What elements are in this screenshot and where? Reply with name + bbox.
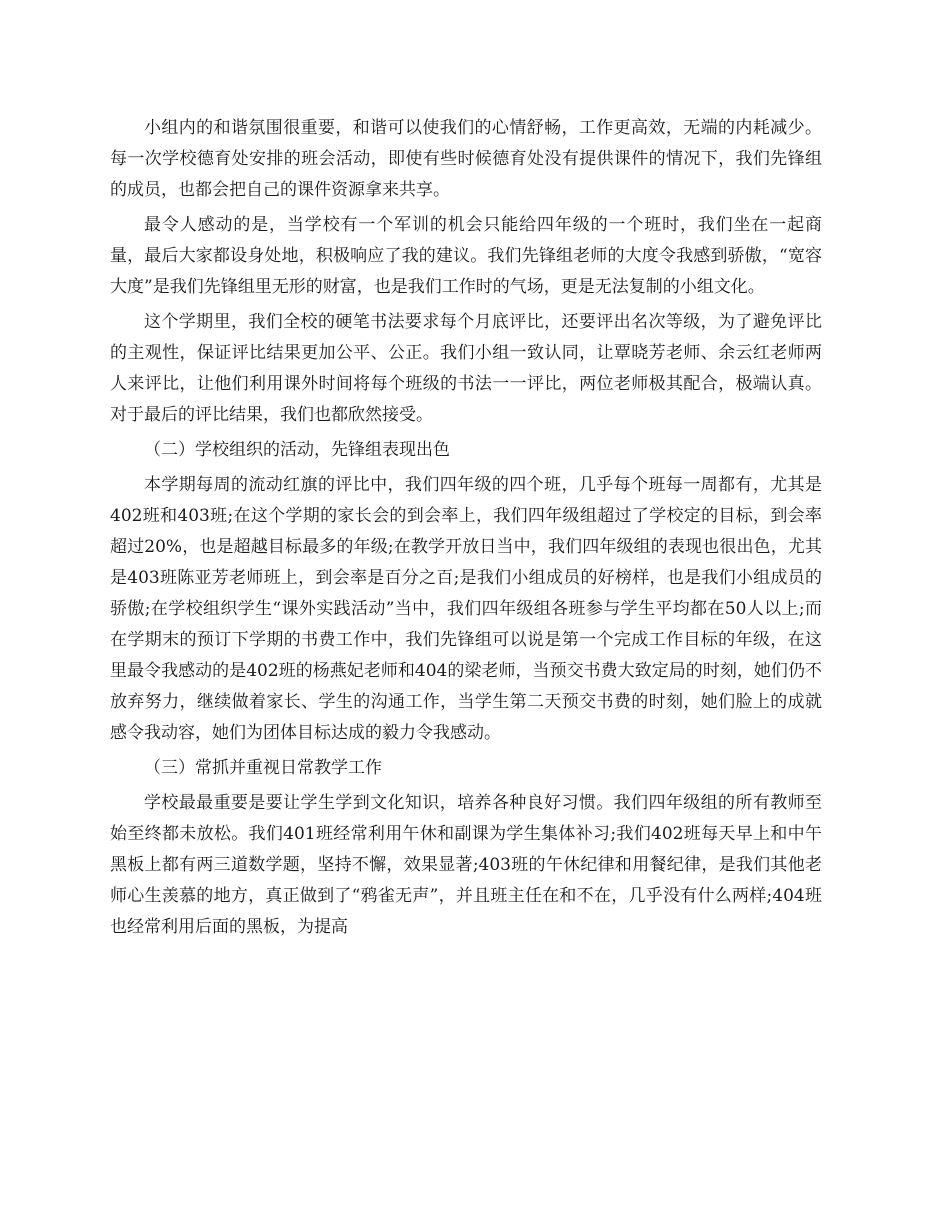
paragraph-calligraphy: 这个学期里，我们全校的硬笔书法要求每个月底评比，还要评出名次等级，为了避免评比的主观性，保证评比结果更加公平、公正。我们小组一致认同，让覃晓芳老师、余云红老师两人来评比，让他们利用课外时间将每个班级的书法一一评比，两位老师极其配合，极端认真。对于最后的评比结果，我们也都欣然接受。: [110, 312, 822, 425]
paragraph-military-training: 最令人感动的是，当学校有一个军训的机会只能给四年级的一个班时，我们坐在一起商量，最后大家都设身处地，积极响应了我的建议。我们先锋组老师的大度令我感到骄傲，“宽容大度”是我们先锋组里无形的财富，也是我们工作时的气场，更是无法复制的小组文化。: [110, 215, 822, 297]
paragraph-teaching: 学校最最重要是要让学生学到文化知识，培养各种良好习惯。我们四年级组的所有教师至始至终都未放松。我们401班经常利用午休和副课为学生集体补习;我们402班每天早上和中午黑板上都有两三道数学题，坚持不懈，效果显著;403班的午休纪律和用餐纪律，是我们其他老师心生羡慕的地方，真正做到了“鸦雀无声”，并且班主任在和不在，几乎没有什么两样;404班也经常利用后面的黑板，为提高: [110, 793, 822, 937]
document-page: [110, 113, 822, 947]
paragraph-activities: 本学期每周的流动红旗的评比中，我们四年级的四个班，几乎每个班每一周都有，尤其是402班和403班;在这个学期的家长会的到会率上，我们四年级组超过了学校定的目标，到会率超过20%，也是超越目标最多的年级;在教学开放日当中，我们四年级组的表现也很出色，尤其是403班陈亚芳老师班上，到会率是百分之百;是我们小组成员的好榜样，也是我们小组成员的骄傲;在学校组织学生“课外实践活动”当中，我们四年级组各班参与学生平均都在50人以上;而在学期末的预订下学期的书费工作中，我们先锋组可以说是第一个完成工作目标的年级，在这里最令我感动的是402班的杨燕妃老师和404的梁老师，当预交书费大致定局的时刻，她们仍不放弃努力，继续做着家长、学生的沟通工作，当学生第二天预交书费的时刻，她们脸上的成就感令我动容，她们为团体目标达成的毅力令我感动。: [110, 475, 822, 743]
paragraph-harmony: 小组内的和谐氛围很重要，和谐可以使我们的心情舒畅，工作更高效，无端的内耗减少。每一次学校德育处安排的班会活动，即使有些时候德育处没有提供课件的情况下，我们先锋组的成员，也都会把自己的课件资源拿来共享。: [110, 118, 822, 200]
section-heading-3: （三）常抓并重视日常教学工作: [144, 758, 382, 778]
section-heading-2: （二）学校组织的活动，先锋组表现出色: [144, 440, 450, 460]
